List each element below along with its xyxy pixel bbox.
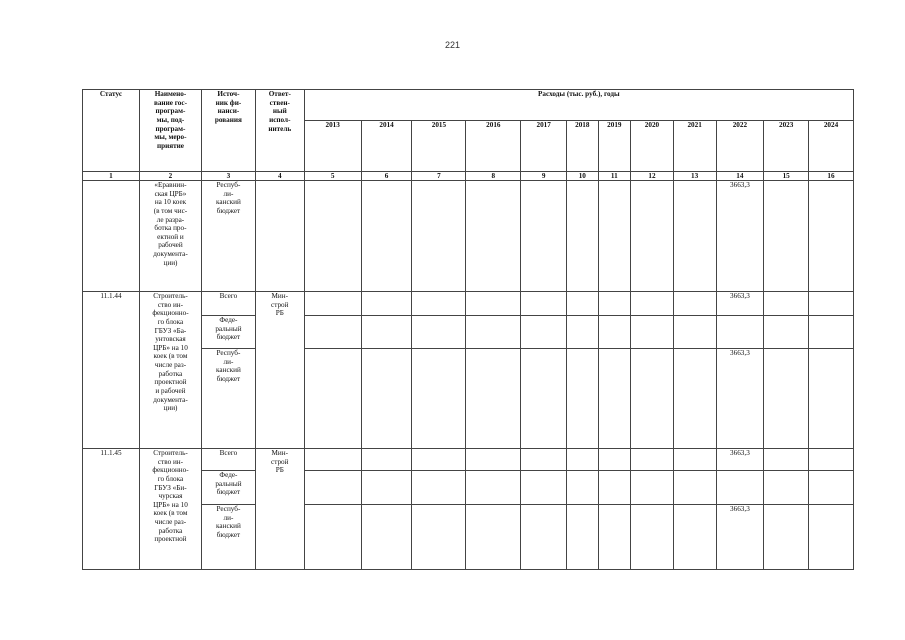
name-cell: Строитель- ство ин- фекционно- го блока ГБУЗ «Би- чурская ЦРБ» на 10 коек (в том числе раз- работка проектной bbox=[139, 449, 201, 570]
column-number: 14 bbox=[716, 172, 764, 181]
column-number: 9 bbox=[521, 172, 567, 181]
header-source: Источ- ник фи- нанси- рования bbox=[201, 90, 255, 172]
source-cell: Феде- ральный бюджет bbox=[201, 471, 255, 505]
table-row bbox=[83, 449, 854, 471]
column-number: 3 bbox=[201, 172, 255, 181]
header-year: 2015 bbox=[412, 121, 466, 172]
source-cell: Респуб- ли- канский бюджет bbox=[201, 181, 255, 292]
header-year: 2020 bbox=[631, 121, 674, 172]
responsible-cell: Мин- строй РБ bbox=[255, 292, 304, 449]
source-cell: Всего bbox=[201, 292, 255, 316]
header-year: 2023 bbox=[764, 121, 809, 172]
name-cell: «Еравнин- ская ЦРБ» на 10 коек (в том чис- ле разра- ботка про- ектной и рабочей документа- ции) bbox=[139, 181, 201, 292]
column-number: 15 bbox=[764, 172, 809, 181]
column-number: 10 bbox=[567, 172, 599, 181]
header-year: 2017 bbox=[521, 121, 567, 172]
column-number: 4 bbox=[255, 172, 304, 181]
column-number: 2 bbox=[139, 172, 201, 181]
column-number: 12 bbox=[631, 172, 674, 181]
column-number: 11 bbox=[598, 172, 631, 181]
source-cell: Всего bbox=[201, 449, 255, 471]
header-year: 2022 bbox=[716, 121, 764, 172]
header-year: 2018 bbox=[567, 121, 599, 172]
table-row bbox=[83, 292, 854, 316]
source-cell: Респуб- ли- канский бюджет bbox=[201, 349, 255, 449]
source-cell: Феде- ральный бюджет bbox=[201, 316, 255, 349]
status-cell: 11.1.44 bbox=[83, 292, 140, 449]
value-2022: 3663,3 bbox=[716, 505, 764, 570]
header-year: 2021 bbox=[673, 121, 716, 172]
table-row bbox=[83, 181, 854, 292]
page-number: 221 bbox=[444, 40, 461, 50]
column-number: 6 bbox=[361, 172, 412, 181]
header-name: Наимено- вание гос- програм- мы, под- програм- мы, меро- приятие bbox=[139, 90, 201, 172]
value-2022: 3663,3 bbox=[716, 181, 764, 292]
source-cell: Респуб- ли- канский бюджет bbox=[201, 505, 255, 570]
header-year: 2019 bbox=[598, 121, 631, 172]
column-number: 5 bbox=[304, 172, 361, 181]
name-cell: Строитель- ство ин- фекционно- го блока ГБУЗ «Ба- унтовская ЦРБ» на 10 коек (в том числе раз- работка проектной и рабочей документа- ции) bbox=[139, 292, 201, 449]
column-number: 8 bbox=[466, 172, 521, 181]
status-cell bbox=[83, 181, 140, 292]
header-year: 2014 bbox=[361, 121, 412, 172]
budget-table bbox=[82, 89, 854, 570]
responsible-cell: Мин- строй РБ bbox=[255, 449, 304, 570]
header-year: 2016 bbox=[466, 121, 521, 172]
column-number-row bbox=[83, 172, 854, 181]
column-number: 13 bbox=[673, 172, 716, 181]
header-expenses: Расходы (тыс. руб.), годы bbox=[304, 90, 853, 121]
column-number: 7 bbox=[412, 172, 466, 181]
status-cell: 11.1.45 bbox=[83, 449, 140, 570]
value-2022: 3663,3 bbox=[716, 449, 764, 471]
header-status: Статус bbox=[83, 90, 140, 172]
column-number: 16 bbox=[809, 172, 854, 181]
header-year: 2013 bbox=[304, 121, 361, 172]
header-responsible: Ответ- ствен- ный испол- нитель bbox=[255, 90, 304, 172]
header-year: 2024 bbox=[809, 121, 854, 172]
value-2022: 3663,3 bbox=[716, 349, 764, 449]
column-number: 1 bbox=[83, 172, 140, 181]
responsible-cell bbox=[255, 181, 304, 292]
value-2022: 3663,3 bbox=[716, 292, 764, 316]
